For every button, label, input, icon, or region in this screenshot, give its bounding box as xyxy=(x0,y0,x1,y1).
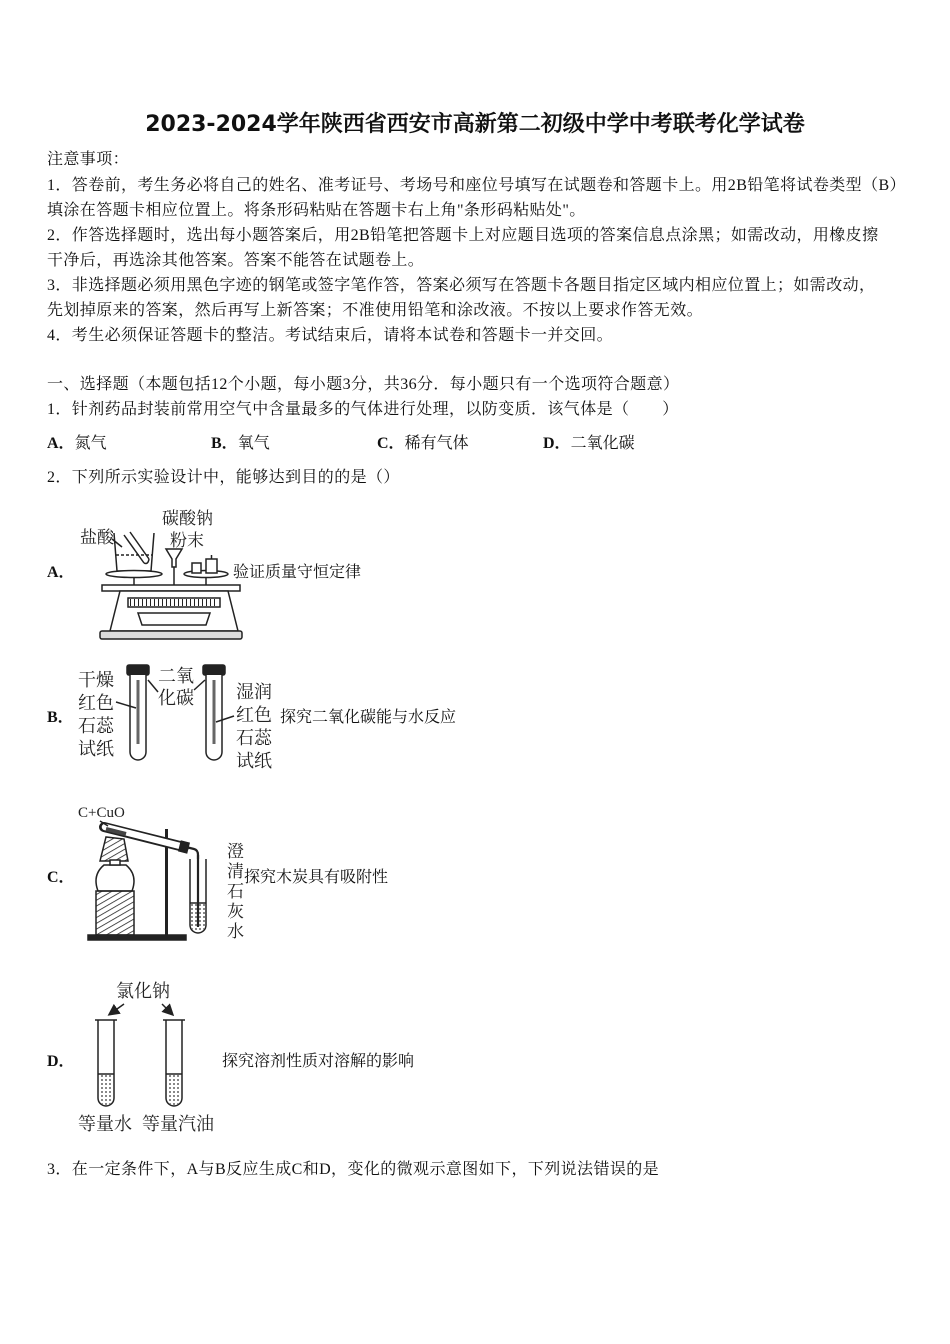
label-hydrochloric-acid: 盐酸 xyxy=(80,528,114,547)
question-2-option-d-text: 探究溶剂性质对溶解的影响 xyxy=(222,1053,415,1070)
label-gas-2: 化碳 xyxy=(158,688,194,708)
label-powder: 粉末 xyxy=(170,531,204,550)
label-carbon-copper-oxide: C+CuO xyxy=(78,805,125,821)
label-dry-4: 试纸 xyxy=(78,739,114,759)
notice-line-3: 2．作答选择题时，选出每小题答案后，用2B铅笔把答题卡上对应题目选项的答案信息点涂黑；如需改动，用橡皮擦 xyxy=(47,227,879,244)
question-3-stem: 3．在一定条件下，A与B反应生成C和D，变化的微观示意图如下，下列说法错误的是 xyxy=(47,1161,660,1178)
label-wet-3: 石蕊 xyxy=(236,728,272,748)
question-2-option-a-text: 验证质量守恒定律 xyxy=(233,564,362,581)
option-text: 二氧化碳 xyxy=(570,435,635,452)
question-1-option-a xyxy=(47,433,107,455)
question-2-option-b-text: 探究二氧化碳能与水反应 xyxy=(280,709,457,726)
notice-heading: 注意事项： xyxy=(47,151,130,168)
question-2-option-c-text: 探究木炭具有吸附性 xyxy=(244,869,389,886)
solvent-dissolution-diagram xyxy=(76,978,216,1138)
label-sodium-chloride: 氯化钠 xyxy=(116,981,170,1001)
page-title: 2023-2024学年陕西省西安市高新第二初级中学中考联考化学试卷 xyxy=(145,112,805,137)
carbon-reduction-apparatus-diagram xyxy=(74,803,222,945)
label-limewater: 澄清石灰水 xyxy=(224,842,243,942)
label-wet-4: 试纸 xyxy=(236,751,272,771)
question-2-stem: 2．下列所示实验设计中，能够达到目的的是（） xyxy=(47,469,400,486)
section-heading: 一、选择题（本题包括12个小题，每小题3分，共36分．每小题只有一个选项符合题意） xyxy=(47,376,680,393)
label-dry-2: 红色 xyxy=(78,693,114,713)
option-text: 稀有气体 xyxy=(404,435,469,452)
label-equal-water: 等量水 xyxy=(78,1114,132,1134)
option-letter: A． xyxy=(47,435,75,452)
notice-line-4: 干净后，再选涂其他答案。答案不能答在试题卷上。 xyxy=(47,252,425,269)
notice-line-5: 3．非选择题必须用黑色字迹的钢笔或签字笔作答，答案必须写在答题卡各题目指定区域内相应位置上；如需改动， xyxy=(47,277,876,294)
question-2-option-a-letter: A． xyxy=(47,564,75,581)
question-2-option-d-letter: D． xyxy=(47,1053,75,1070)
notice-line-1: 1．答卷前，考生务必将自己的姓名、准考证号、考场号和座位号填写在试题卷和答题卡上。用2B铅笔将试卷类型（B） xyxy=(47,177,906,194)
test-tubes-co2-diagram xyxy=(78,662,278,770)
question-1-option-d xyxy=(543,433,635,455)
label-wet-1: 湿润 xyxy=(236,682,272,702)
label-wet-2: 红色 xyxy=(236,705,272,725)
question-2-option-b-letter: B． xyxy=(47,709,74,726)
question-1-option-c xyxy=(377,433,469,455)
notice-line-2: 填涂在答题卡相应位置上。将条形码粘贴在答题卡右上角"条形码粘贴处"。 xyxy=(47,202,586,219)
question-1-option-b xyxy=(211,433,270,455)
option-text: 氮气 xyxy=(74,435,107,452)
notice-line-6: 先划掉原来的答案，然后再写上新答案；不准使用铅笔和涂改液。不按以上要求作答无效。 xyxy=(47,302,704,319)
label-gas-1: 二氧 xyxy=(158,666,194,686)
balance-experiment-diagram xyxy=(78,505,243,643)
option-text: 氧气 xyxy=(237,435,270,452)
question-2-option-c-letter: C． xyxy=(47,869,75,886)
option-letter: D． xyxy=(543,435,571,452)
label-dry-1: 干燥 xyxy=(78,670,114,690)
notice-line-7: 4．考生必须保证答题卡的整洁。考试结束后，请将本试卷和答题卡一并交回。 xyxy=(47,327,614,344)
label-sodium-carbonate: 碳酸钠 xyxy=(162,509,213,528)
question-1-stem: 1．针剂药品封装前常用空气中含量最多的气体进行处理，以防变质．该气体是（ ） xyxy=(47,401,679,418)
option-letter: C． xyxy=(377,435,405,452)
label-dry-3: 石蕊 xyxy=(78,716,114,736)
option-letter: B． xyxy=(211,435,238,452)
label-equal-gasoline: 等量汽油 xyxy=(142,1114,214,1134)
